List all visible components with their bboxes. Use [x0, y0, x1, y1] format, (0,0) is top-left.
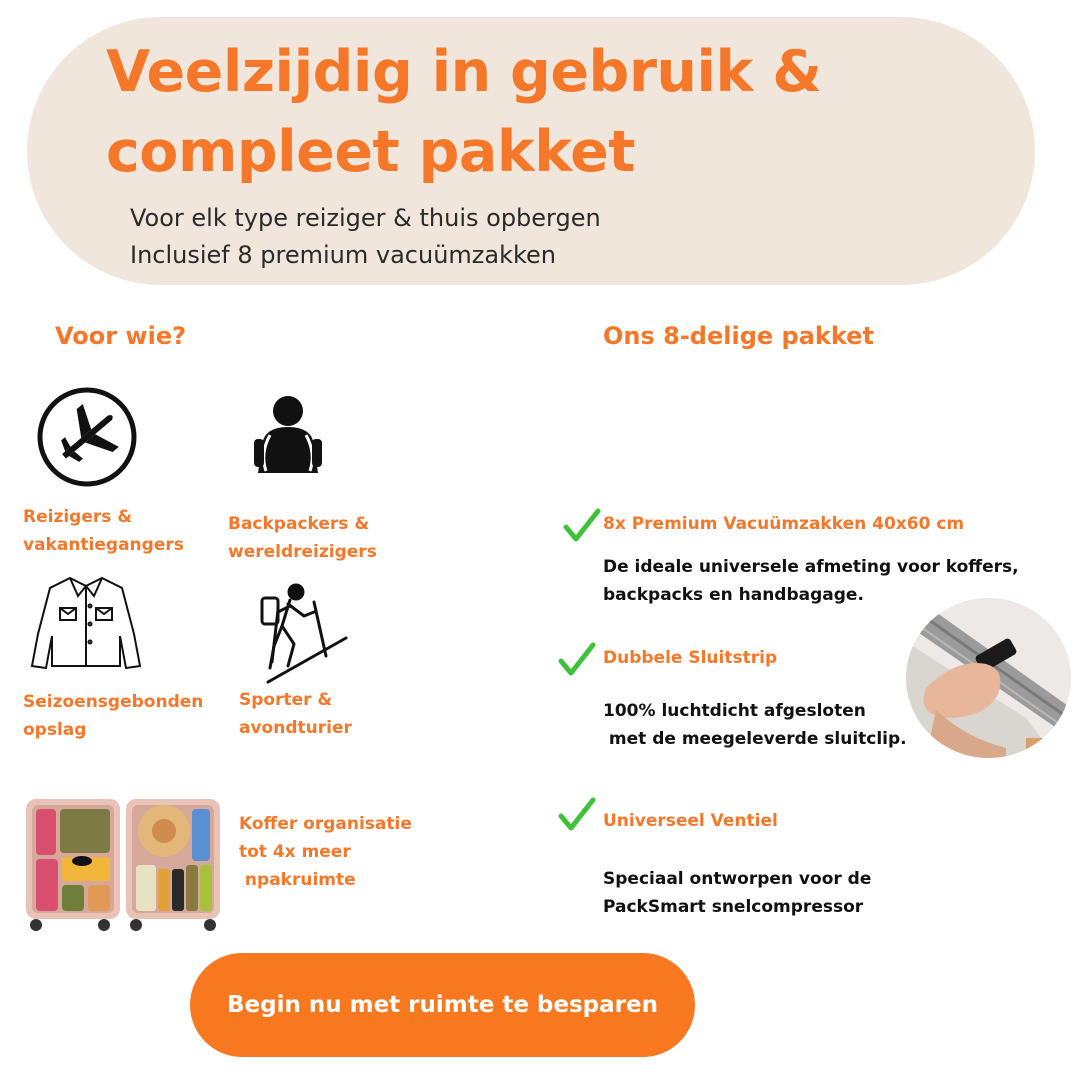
airplane-icon	[36, 386, 138, 488]
backpacker-icon	[248, 393, 328, 479]
label-line: Backpackers &	[228, 514, 370, 534]
feature-text-line: PackSmart snelcompressor	[603, 897, 864, 917]
feature-text-line: 100% luchtdicht afgesloten	[603, 701, 866, 721]
audience-heading: Voor wie?	[55, 322, 187, 350]
audience-label-seasonal	[23, 688, 203, 744]
label-line: npakruimte	[239, 870, 356, 890]
label-line: Koffer organisatie	[239, 814, 412, 834]
jacket-icon	[30, 574, 142, 672]
package-heading: Ons 8-delige pakket	[603, 322, 874, 350]
checkmark-icon	[562, 505, 602, 545]
subtitle-line-2: Inclusief 8 premium vacuümzakken	[130, 241, 557, 269]
feature-text-line: met de meegeleverde sluitclip.	[603, 729, 907, 749]
page-title	[106, 32, 822, 192]
label-line: Sporter &	[239, 690, 333, 710]
subtitle-line-1: Voor elk type reiziger & thuis opbergen	[130, 204, 601, 232]
feature-title-bags: 8x Premium Vacuümzakken 40x60 cm	[603, 514, 965, 534]
feature-text-line: Speciaal ontworpen voor de	[603, 869, 872, 889]
packed-suitcase-icon	[24, 795, 222, 935]
feature-text-bags	[603, 553, 1019, 609]
feature-title-seal: Dubbele Sluitstrip	[603, 648, 778, 668]
label-line: opslag	[23, 720, 87, 740]
cta-button[interactable]: Begin nu met ruimte te besparen	[190, 953, 695, 1057]
feature-text-valve	[603, 865, 871, 921]
feature-text-line: De ideale universele afmeting voor koffers,	[603, 557, 1019, 577]
label-line: tot 4x meer	[239, 842, 351, 862]
audience-label-suitcase	[239, 810, 412, 894]
seal-strip-photo	[906, 598, 1071, 758]
feature-text-line: backpacks en handbagage.	[603, 585, 864, 605]
title-line-2: compleet pakket	[106, 119, 636, 185]
audience-label-backpackers	[228, 510, 377, 566]
feature-text-seal	[603, 697, 907, 753]
hiker-icon	[238, 582, 350, 684]
label-line: wereldreizigers	[228, 542, 377, 562]
label-line: Reizigers &	[23, 507, 133, 527]
audience-label-travelers	[23, 503, 184, 559]
feature-title-valve: Universeel Ventiel	[603, 811, 778, 831]
hero-subtitle	[130, 200, 601, 274]
checkmark-icon	[557, 794, 597, 834]
audience-label-sporter	[239, 686, 352, 742]
checkmark-icon	[557, 639, 597, 679]
label-line: Seizoensgebonden	[23, 692, 204, 712]
label-line: vakantiegangers	[23, 535, 184, 555]
label-line: avondturier	[239, 718, 352, 738]
title-line-1: Veelzijdig in gebruik &	[106, 39, 822, 105]
